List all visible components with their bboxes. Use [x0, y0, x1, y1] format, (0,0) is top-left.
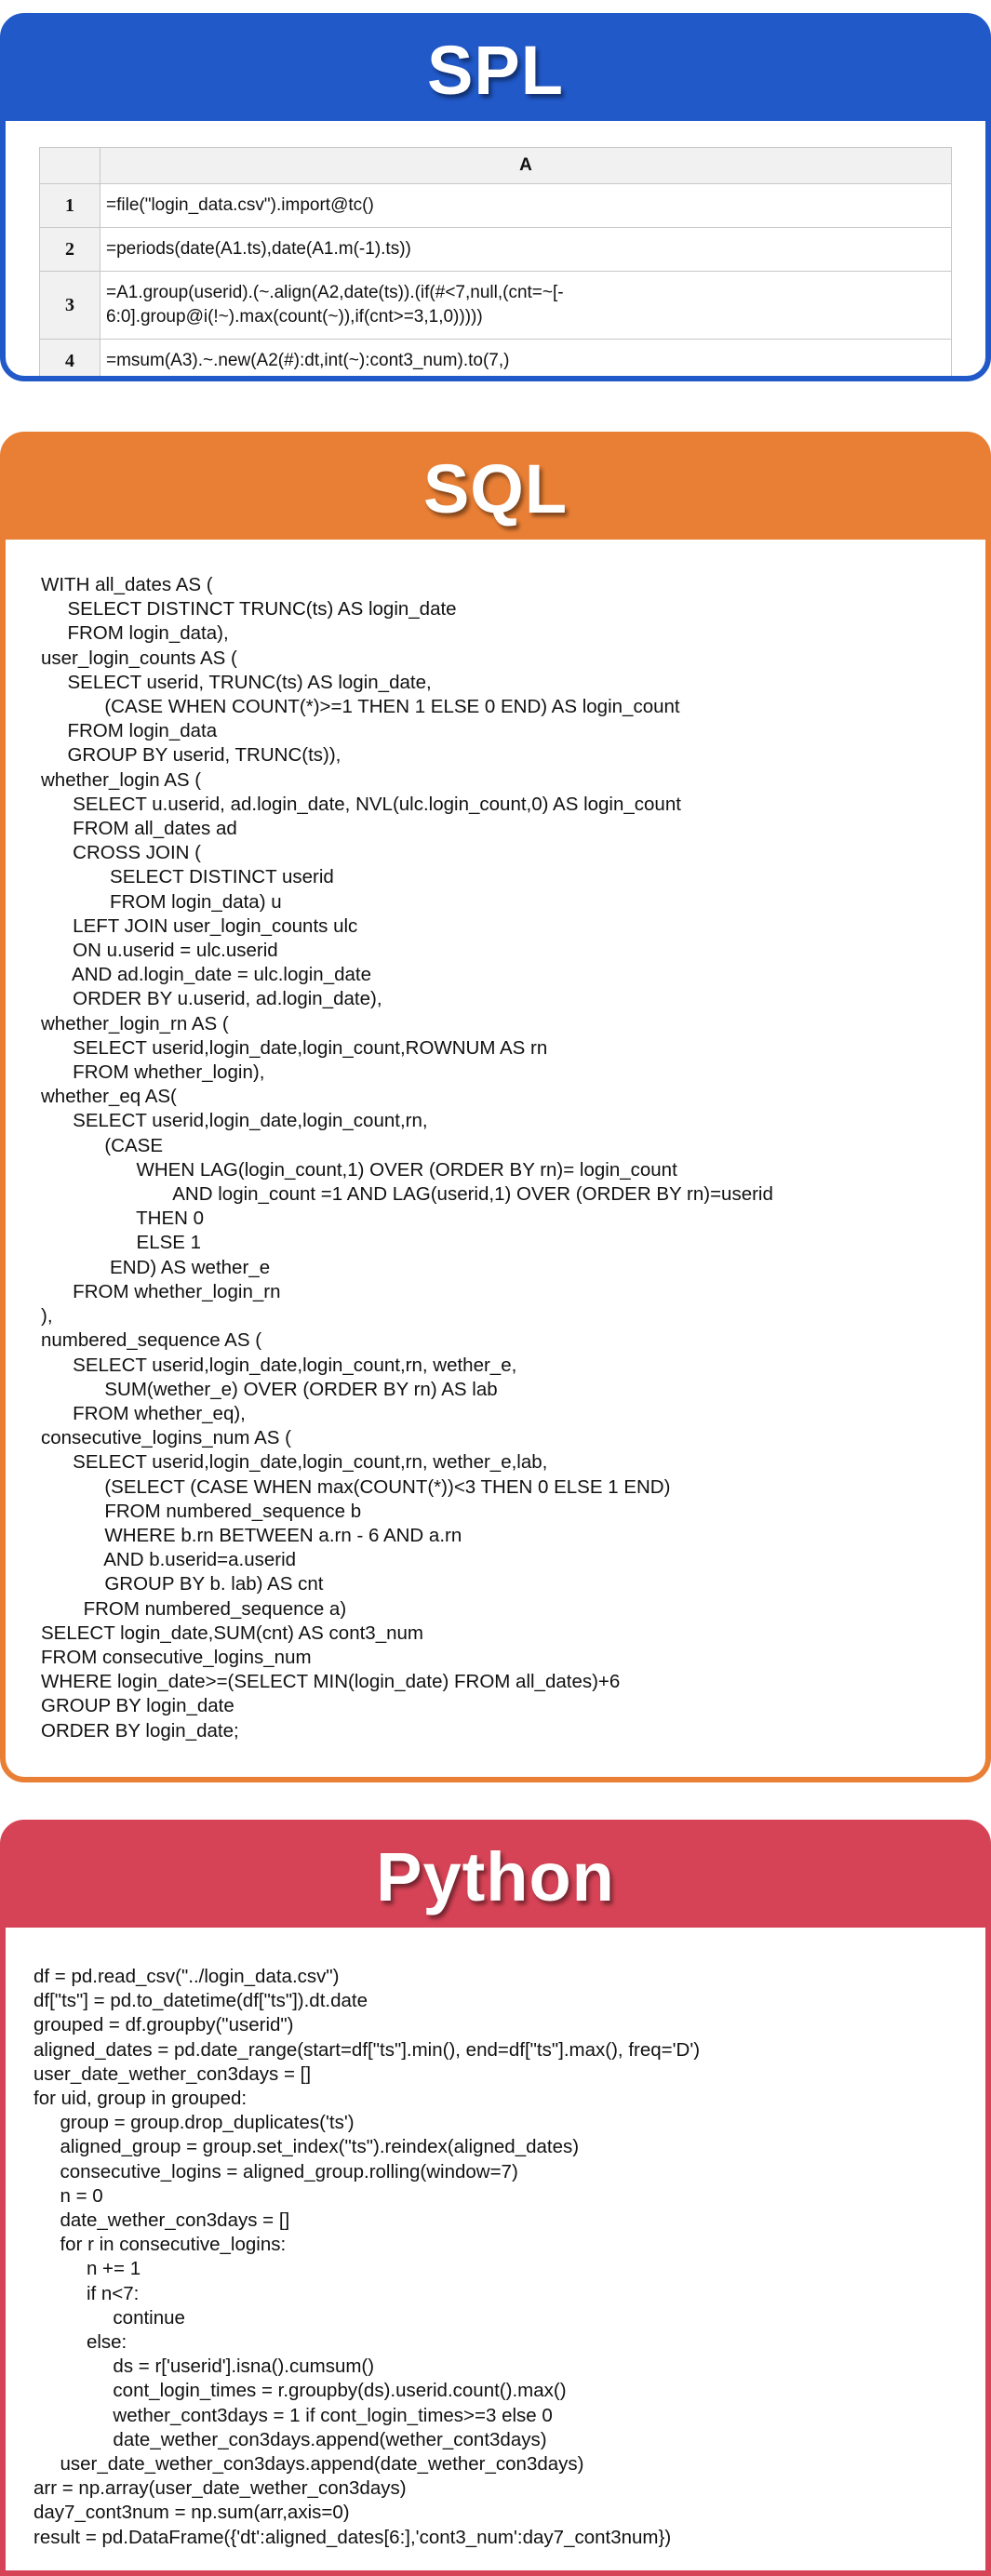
python-panel — [0, 1820, 991, 2576]
sql-title: SQL — [422, 449, 569, 527]
spl-row — [40, 272, 952, 340]
sql-panel — [0, 432, 991, 1782]
spl-grid-header-row — [40, 148, 952, 184]
spl-row — [40, 340, 952, 382]
spl-row-number[interactable]: 1 — [40, 184, 100, 228]
sql-body — [6, 540, 985, 1777]
spl-row — [40, 228, 952, 272]
spl-cell-a1[interactable]: =file("login_data.csv").import@tc() — [100, 184, 952, 228]
spl-cell-a2[interactable]: =periods(date(A1.ts),date(A1.m(-1).ts)) — [100, 228, 952, 272]
spl-panel — [0, 13, 991, 381]
spl-grid — [39, 147, 952, 381]
spl-row — [40, 184, 952, 228]
python-body — [6, 1928, 985, 2576]
spl-body — [6, 121, 985, 376]
spl-row-number[interactable]: 3 — [40, 272, 100, 340]
python-header — [6, 1825, 985, 1928]
python-title: Python — [376, 1837, 615, 1915]
spl-cell-a4[interactable]: =msum(A3).~.new(A2(#):dt,int(~):cont3_num).to(7,) — [100, 340, 952, 382]
sql-code-block: WITH all_dates AS ( SELECT DISTINCT TRUNC(ts) AS login_date FROM login_data), user_login_counts AS ( SELECT userid, TRUNC(ts) AS login_date, (CASE WHEN COUNT(*)>=1 THEN 1 ELSE 0 END) AS login_count FROM login_data GROUP BY userid, TRUNC(ts)), whether_login AS ( SELECT u.userid, ad.login_date, NVL(ulc.login_count,0) AS login_count FROM all_dates ad CROSS JOIN ( SELECT DISTINCT userid FROM login_data) u LEFT JOIN user_login_counts ulc ON u.userid = ulc.userid AND ad.login_date = ulc.login_date ORDER BY u.userid, ad.login_date), whether_login_rn AS ( SELECT userid,login_date,login_count,ROWNUM AS rn FROM whether_login), whether_eq AS( SELECT userid,login_date,login_count,rn, (CASE WHEN LAG(login_count,1) OVER (ORDER BY rn)= login_count AND login_count =1 AND LAG(userid,1) OVER (ORDER BY rn)=userid THEN 0 ELSE 1 END) AS wether_e FROM whether_login_rn ), numbered_sequence AS ( SELECT userid,login_date,login_count,rn, wether_e, SUM(wether_e) OVER (ORDER BY rn) AS lab FROM whether_eq), consecutive_logins_num AS ( SELECT userid,login_date,login_count,rn, wether_e,lab, (SELECT (CASE WHEN max(COUNT(*))<3 THEN 0 ELSE 1 END) FROM numbered_sequence b WHERE b.rn BETWEEN a.rn - 6 AND a.rn AND b.userid=a.userid GROUP BY b. lab) AS cnt FROM numbered_sequence a) SELECT login_date,SUM(cnt) AS cont3_num FROM consecutive_logins_num WHERE login_date>=(SELECT MIN(login_date) FROM all_dates)+6 GROUP BY login_date ORDER BY login_date; — [41, 574, 773, 1742]
spl-cell-a3[interactable]: =A1.group(userid).(~.align(A2,date(ts)).(if(#<7,null,(cnt=~[- 6:0].group@i(!~).max(count(~)),if(cnt>=3,1,0))))) — [100, 272, 952, 340]
spl-column-header-a[interactable]: A — [100, 148, 952, 184]
spl-row-number[interactable]: 2 — [40, 228, 100, 272]
spl-corner-cell — [40, 148, 100, 184]
spl-title: SPL — [427, 31, 564, 109]
spl-header — [6, 19, 985, 121]
python-code-block: df = pd.read_csv("../login_data.csv") df["ts"] = pd.to_datetime(df["ts"]).dt.date grouped = df.groupby("userid") aligned_dates = pd.date_range(start=df["ts"].min(), end=df["ts"].max(), freq='D') user_date_wether_con3days = [] for uid, group in grouped: group = group.drop_duplicates('ts') aligned_group = group.set_index("ts").reindex(aligned_dates) consecutive_logins = aligned_group.rolling(window=7) n = 0 date_wether_con3days = [] for r in consecutive_logins: n += 1 if n<7: continue else: ds = r['userid'].isna().cumsum() cont_login_times = r.groupby(ds).userid.count().max() wether_cont3days = 1 if cont_login_times>=3 else 0 date_wether_con3days.append(wether_cont3days) user_date_wether_con3days.append(date_wether_con3days) arr = np.array(user_date_wether_con3days) day7_cont3num = np.sum(arr,axis=0) result = pd.DataFrame({'dt':aligned_dates[6:],'cont3_num':day7_cont3num}) — [33, 1966, 701, 2548]
sql-header — [6, 437, 985, 540]
spl-row-number[interactable]: 4 — [40, 340, 100, 382]
